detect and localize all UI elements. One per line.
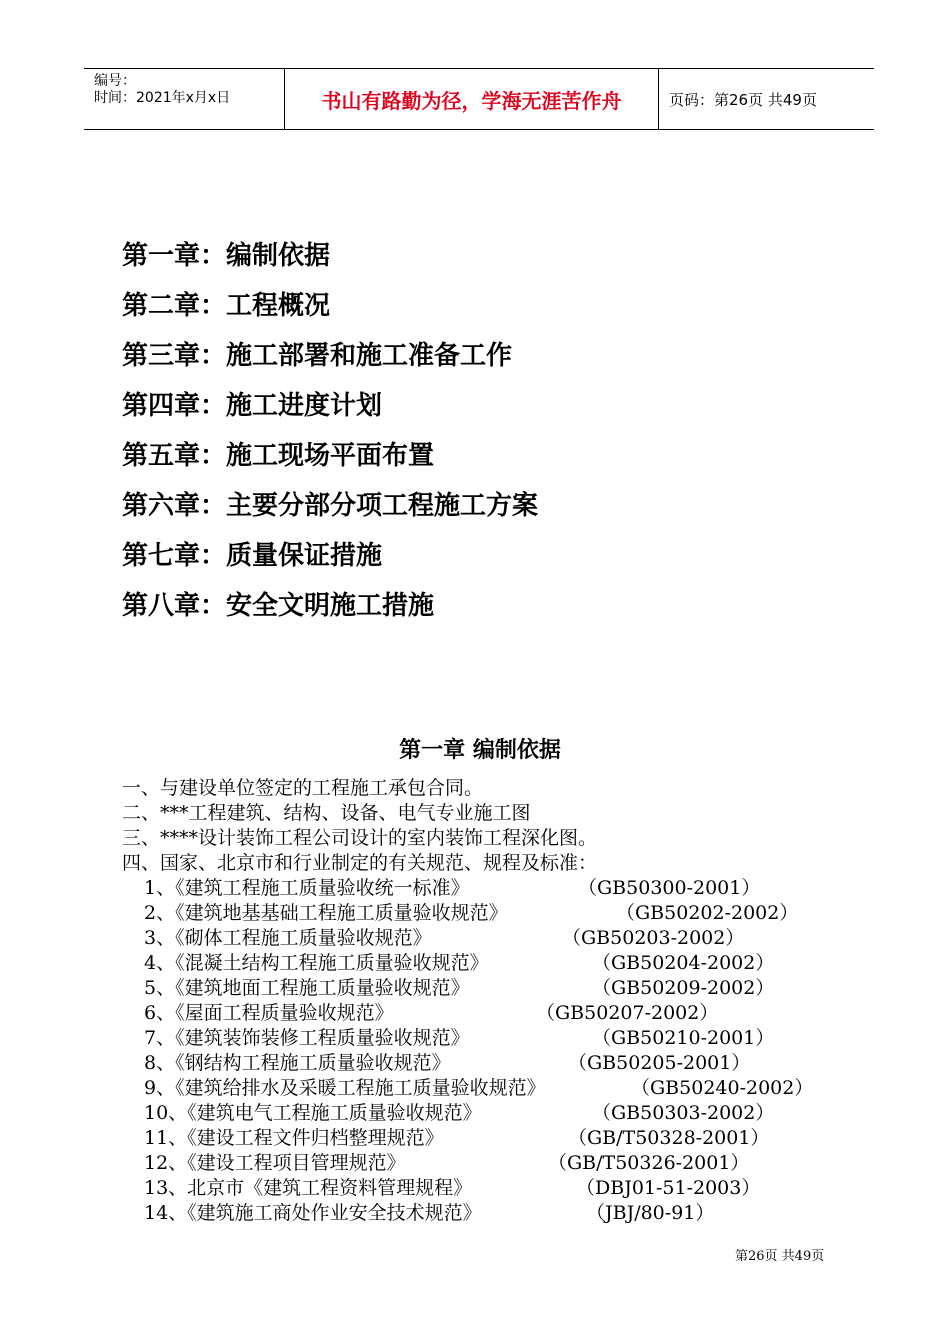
standard-row [144, 1101, 775, 1126]
standard-name: 7、《建筑装饰装修工程质量验收规范》 [144, 1027, 470, 1049]
standard-code: （GB50210-2001） [592, 1027, 775, 1049]
standard-name: 10、《建筑电气工程施工质量验收规范》 [144, 1102, 482, 1124]
header-page-cell [659, 69, 874, 129]
standard-code: （GB50205-2001） [568, 1052, 751, 1074]
table-of-contents [122, 235, 538, 635]
header-meta-cell [84, 69, 285, 129]
page-header [84, 68, 874, 130]
standard-name: 3、《砌体工程施工质量验收规范》 [144, 927, 432, 949]
standard-row [144, 951, 775, 976]
standard-code: （GB50240-2002） [631, 1077, 814, 1099]
toc-item: 第八章：安全文明施工措施 [122, 591, 435, 621]
standard-name: 6、《屋面工程质量验收规范》 [144, 1002, 394, 1024]
standard-name: 2、《建筑地基基础工程施工质量验收规范》 [144, 902, 508, 924]
standard-code: （GB50303-2002） [592, 1102, 775, 1124]
header-page-code: 页码：第26页 共49页 [669, 91, 817, 109]
page-footer: 第26页 共49页 [735, 1249, 825, 1264]
standard-code: （GB/T50326-2001） [548, 1152, 750, 1174]
standard-name: 13、北京市《建筑工程资料管理规程》 [144, 1177, 473, 1199]
toc-item: 第二章：工程概况 [122, 291, 331, 321]
standard-row [144, 1201, 715, 1226]
standard-name: 5、《建筑地面工程施工质量验收规范》 [144, 977, 470, 999]
standard-row [144, 926, 745, 951]
standard-name: 12、《建设工程项目管理规范》 [144, 1152, 406, 1174]
standard-row [144, 976, 775, 1001]
header-motto-cell [285, 69, 659, 129]
standard-code: （GB50300-2001） [578, 877, 761, 899]
standard-name: 11、《建设工程文件归档整理规范》 [144, 1127, 444, 1149]
standard-name: 1、《建筑工程施工质量验收统一标准》 [144, 877, 470, 899]
basis-item: 二、***工程建筑、结构、设备、电气专业施工图 [122, 802, 531, 824]
standard-code: （GB50203-2002） [562, 927, 745, 949]
standard-code: （DBJ01-51-2003） [576, 1177, 761, 1199]
standard-code: （JBJ/80-91） [586, 1202, 715, 1224]
standard-code: （GB50202-2002） [616, 902, 799, 924]
basis-item: 四、国家、北京市和行业制定的有关规范、规程及标准： [122, 852, 598, 874]
standard-name: 4、《混凝土结构工程施工质量验收规范》 [144, 952, 489, 974]
toc-item: 第五章：施工现场平面布置 [122, 441, 435, 471]
toc-item: 第一章：编制依据 [122, 241, 331, 271]
compilation-basis [122, 776, 814, 1226]
standard-row [144, 1176, 761, 1201]
standard-code: （GB/T50328-2001） [568, 1127, 770, 1149]
standard-code: （GB50204-2002） [592, 952, 775, 974]
standard-row [144, 1126, 770, 1151]
document-number-label: 编号： [94, 73, 136, 89]
standard-row [144, 1001, 719, 1026]
toc-item: 第六章：主要分部分项工程施工方案 [122, 491, 539, 521]
toc-item: 第三章：施工部署和施工准备工作 [122, 341, 513, 371]
standard-row [144, 1051, 751, 1076]
standard-name: 14、《建筑施工商处作业安全技术规范》 [144, 1202, 482, 1224]
standard-row [144, 901, 799, 926]
standard-name: 8、《钢结构工程施工质量验收规范》 [144, 1052, 451, 1074]
header-motto: 书山有路勤为径，学海无涯苦作舟 [321, 89, 622, 113]
document-time-label: 时间：2021年x月x日 [94, 90, 231, 106]
toc-item: 第四章：施工进度计划 [122, 391, 383, 421]
standard-code: （GB50207-2002） [536, 1002, 719, 1024]
basis-item: 一、与建设单位签定的工程施工承包合同。 [122, 777, 484, 799]
standard-row [144, 1076, 814, 1101]
chapter-title: 第一章 编制依据 [399, 738, 561, 763]
standard-row [144, 1151, 750, 1176]
standard-row [144, 876, 761, 901]
standard-row [144, 1026, 775, 1051]
toc-item: 第七章：质量保证措施 [122, 541, 383, 571]
standard-name: 9、《建筑给排水及采暖工程施工质量验收规范》 [144, 1077, 546, 1099]
basis-item: 三、****设计装饰工程公司设计的室内装饰工程深化图。 [122, 827, 598, 849]
standard-code: （GB50209-2002） [592, 977, 775, 999]
